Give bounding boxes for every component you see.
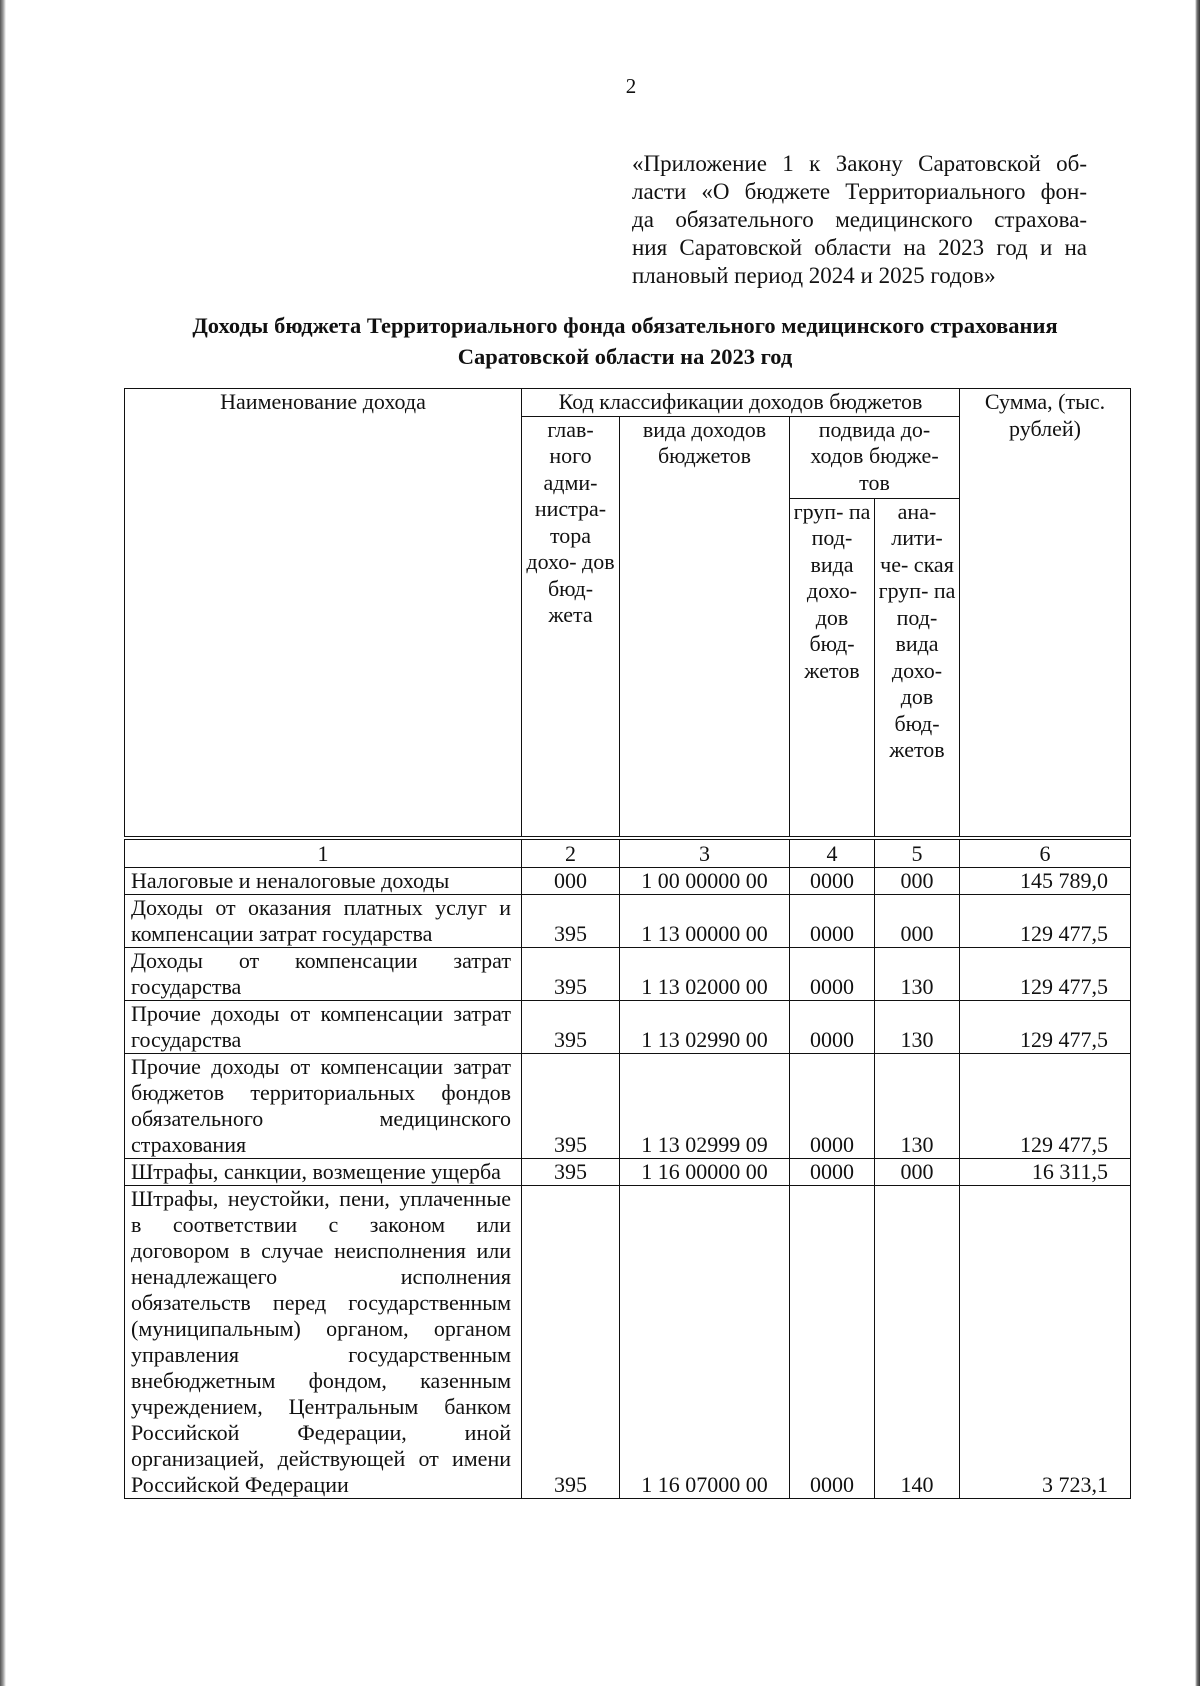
income-type-code: 1 00 00000 00: [620, 867, 790, 894]
table-row: [125, 867, 1131, 894]
header-income-name: Наименование дохода: [125, 389, 522, 838]
income-name: Доходы от компенсации затрат государства: [125, 947, 522, 1000]
appendix-line: ния Саратовской области на 2023 год и на: [632, 235, 1087, 260]
analytic-group-code: 130: [875, 1000, 960, 1053]
title-line: Саратовской области на 2023 год: [457, 344, 793, 369]
column-number: 4: [790, 838, 875, 868]
appendix-line: плановый период 2024 и 2025 годов»: [632, 263, 996, 288]
admin-code: 000: [522, 867, 620, 894]
page-number: 2: [625, 74, 637, 98]
appendix-line: да обязательного медицинского страхова-: [632, 207, 1087, 232]
analytic-group-code: 000: [875, 867, 960, 894]
income-type-code: 1 13 02990 00: [620, 1000, 790, 1053]
header-subtype-group: груп- па под- вида дохо- дов бюд- жетов: [790, 498, 875, 838]
appendix-line: «Приложение 1 к Закону Саратовской об-: [632, 151, 1087, 176]
analytic-group-code: 140: [875, 1185, 960, 1498]
header-admin: глав- ного адми- нистра- тора дохо- дов бюд- жета: [522, 416, 620, 838]
column-number: 2: [522, 838, 620, 868]
income-name: Доходы от оказания платных услуг и компенсации затрат государства: [125, 894, 522, 947]
header-analytic-group: ана- лити- че- ская груп- па под- вида дохо- дов бюд- жетов: [875, 498, 960, 838]
admin-code: 395: [522, 947, 620, 1000]
scan-edge-right: [1195, 0, 1200, 1686]
column-number: 3: [620, 838, 790, 868]
income-table: [124, 388, 1131, 1499]
income-sum: 129 477,5: [960, 894, 1131, 947]
admin-code: 395: [522, 1000, 620, 1053]
subtype-group-code: 0000: [790, 1185, 875, 1498]
subtype-group-code: 0000: [790, 947, 875, 1000]
admin-code: 395: [522, 1158, 620, 1185]
income-type-code: 1 13 00000 00: [620, 894, 790, 947]
subtype-group-code: 0000: [790, 1000, 875, 1053]
appendix-reference: [632, 150, 1087, 290]
income-type-code: 1 16 07000 00: [620, 1185, 790, 1498]
table-row: [125, 1053, 1131, 1158]
income-name: Штрафы, неустойки, пени, уплаченные в соответствии с законом или договором в случае неисполнения или ненадлежащего исполнения обязательств перед государственным (муниципальным) органом, органом управления государственным внебюджетным фондом, казенным учреждением, Центральным банком Российской Федерации, иной организацией, действующей от имени Российской Федерации: [125, 1185, 522, 1498]
subtype-group-code: 0000: [790, 1158, 875, 1185]
column-number: 5: [875, 838, 960, 868]
admin-code: 395: [522, 1185, 620, 1498]
column-number-row: [125, 838, 1131, 868]
analytic-group-code: 000: [875, 894, 960, 947]
column-number: 1: [125, 838, 522, 868]
income-sum: 129 477,5: [960, 947, 1131, 1000]
title-line: Доходы бюджета Территориального фонда обязательного медицинского страхования: [192, 313, 1058, 338]
header-row: [125, 389, 1131, 417]
subtype-group-code: 0000: [790, 867, 875, 894]
table-row: [125, 1158, 1131, 1185]
subtype-group-code: 0000: [790, 1053, 875, 1158]
income-name: Прочие доходы от компенсации затрат государства: [125, 1000, 522, 1053]
admin-code: 395: [522, 894, 620, 947]
table-row: [125, 1185, 1131, 1498]
header-income-subtype: подвида до- ходов бюдже- тов: [790, 416, 960, 498]
appendix-line: ласти «О бюджете Территориального фон-: [632, 179, 1087, 204]
subtype-group-code: 0000: [790, 894, 875, 947]
income-sum: 16 311,5: [960, 1158, 1131, 1185]
income-type-code: 1 13 02000 00: [620, 947, 790, 1000]
header-sum: Сумма, (тыс. рублей): [960, 389, 1131, 838]
income-sum: 145 789,0: [960, 867, 1131, 894]
column-number: 6: [960, 838, 1131, 868]
income-sum: 129 477,5: [960, 1000, 1131, 1053]
income-type-code: 1 16 00000 00: [620, 1158, 790, 1185]
document-title: [120, 310, 1130, 372]
scan-edge-left: [0, 0, 6, 1686]
income-type-code: 1 13 02999 09: [620, 1053, 790, 1158]
analytic-group-code: 000: [875, 1158, 960, 1185]
table-row: [125, 1000, 1131, 1053]
table-row: [125, 894, 1131, 947]
header-classification-code: Код классификации доходов бюджетов: [522, 389, 960, 417]
income-name: Штрафы, санкции, возмещение ущерба: [125, 1158, 522, 1185]
header-income-type: вида доходов бюджетов: [620, 416, 790, 838]
income-sum: 129 477,5: [960, 1053, 1131, 1158]
analytic-group-code: 130: [875, 1053, 960, 1158]
table-row: [125, 947, 1131, 1000]
admin-code: 395: [522, 1053, 620, 1158]
income-name: Прочие доходы от компенсации затрат бюджетов территориальных фондов обязательного медицинского страхования: [125, 1053, 522, 1158]
analytic-group-code: 130: [875, 947, 960, 1000]
income-name: Налоговые и неналоговые доходы: [125, 867, 522, 894]
income-sum: 3 723,1: [960, 1185, 1131, 1498]
